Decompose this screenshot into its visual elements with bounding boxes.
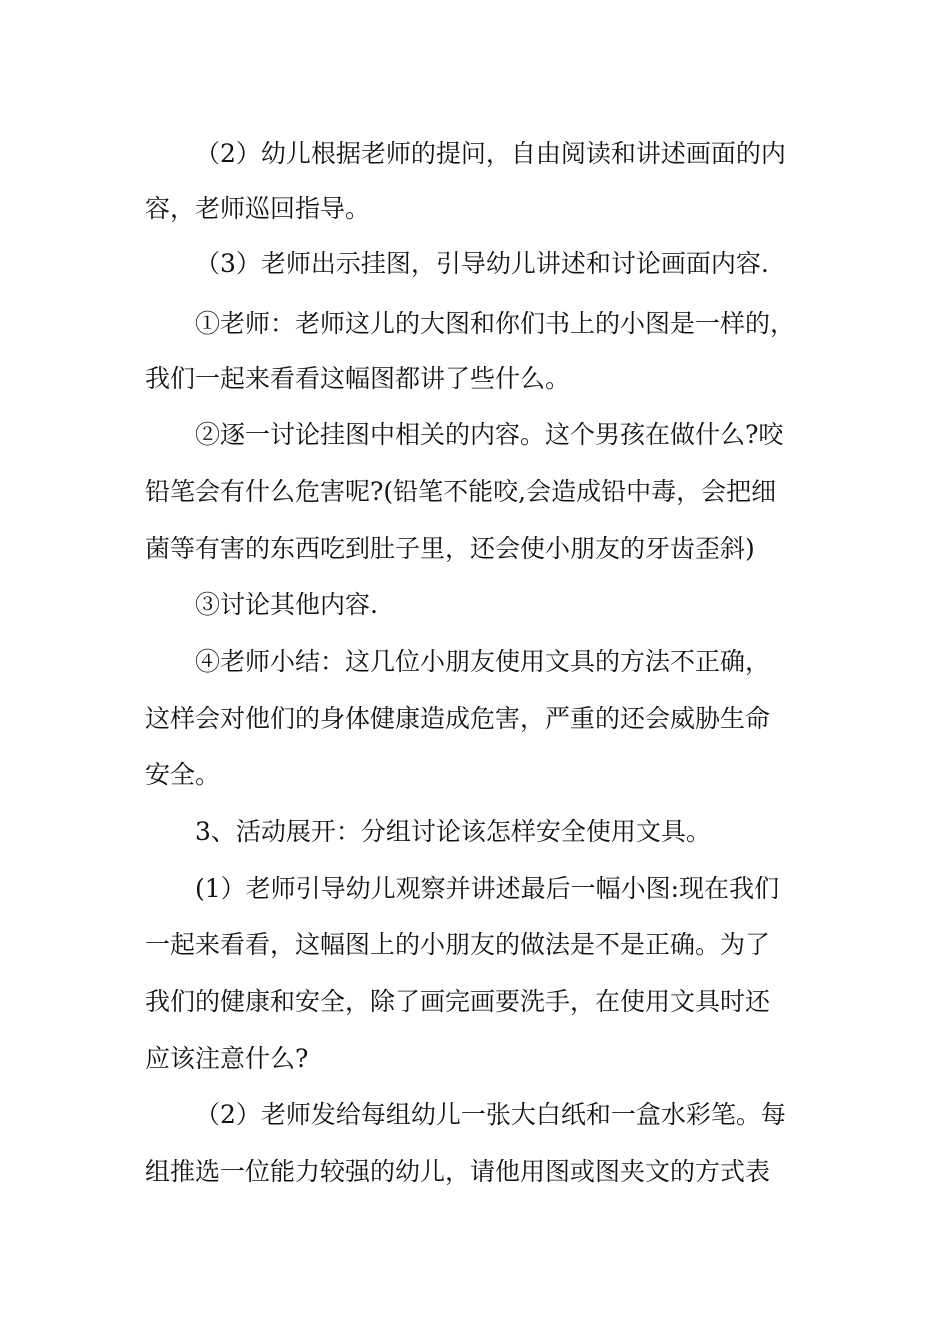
paragraph-line: ②逐一讨论挂图中相关的内容。这个男孩在做什么?咬 — [195, 420, 784, 449]
paragraph-line: （2）老师发给每组幼儿一张大白纸和一盒水彩笔。每 — [195, 1100, 786, 1129]
paragraph-line: ①老师：老师这儿的大图和你们书上的小图是一样的， — [195, 309, 796, 338]
paragraph-line: 3、活动展开：分组讨论该怎样安全使用文具。 — [195, 817, 711, 846]
paragraph-line: 安全。 — [145, 760, 221, 789]
paragraph-line: 一起来看看，这幅图上的小朋友的做法是不是正确。为了 — [145, 930, 771, 959]
paragraph-line: ④老师小结：这几位小朋友使用文具的方法不正确， — [195, 647, 771, 676]
paragraph-line: 容，老师巡回指导。 — [145, 194, 371, 223]
paragraph-line: ③讨论其他内容. — [195, 590, 378, 619]
paragraph-line: (1）老师引导幼儿观察并讲述最后一幅小图:现在我们 — [195, 874, 780, 903]
paragraph-line: 应该注意什么? — [145, 1044, 309, 1073]
paragraph-line: 我们的健康和安全，除了画完画要洗手，在使用文具时还 — [145, 987, 771, 1016]
paragraph-line: 菌等有害的东西吃到肚子里，还会使小朋友的牙齿歪斜) — [145, 534, 755, 563]
paragraph-line: 我们一起来看看这幅图都讲了些什么。 — [145, 364, 571, 393]
paragraph-line: （3）老师出示挂图，引导幼儿讲述和讨论画面内容. — [195, 249, 769, 278]
paragraph-line: （2）幼儿根据老师的提问，自由阅读和讲述画面的内 — [195, 139, 786, 168]
paragraph-line: 铅笔会有什么危害呢?(铅笔不能咬,会造成铅中毒，会把细 — [145, 477, 777, 506]
paragraph-line: 组推选一位能力较强的幼儿，请他用图或图夹文的方式表 — [145, 1157, 771, 1186]
paragraph-line: 这样会对他们的身体健康造成危害，严重的还会威胁生命 — [145, 704, 771, 733]
